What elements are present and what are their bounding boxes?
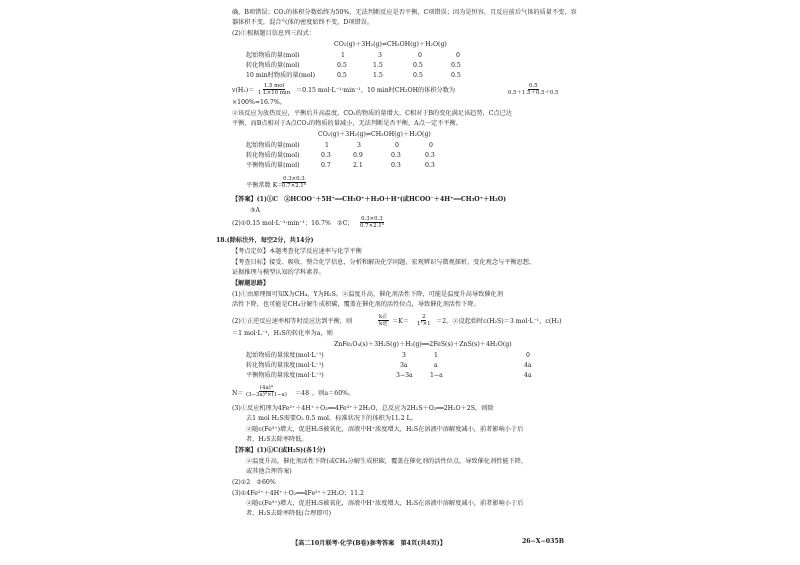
- cell: 3: [402, 352, 406, 359]
- text-line: 者，H₂S去除率降低。: [246, 436, 308, 443]
- numerator: (4a)⁴: [259, 385, 273, 391]
- cell: 0.9: [353, 152, 363, 159]
- numerator: 0.3×0.3: [361, 216, 383, 222]
- cell: 0: [429, 142, 433, 149]
- denominator: k逆: [379, 321, 388, 327]
- text-line: (2)①正逆反应速率相等时反应达到平衡，则: [232, 318, 353, 325]
- text-line: (2)①根据题目信息列三段式：: [232, 30, 316, 37]
- denominator: 1 L×10 min: [258, 90, 291, 96]
- row-label: 转化物质的量(mol): [246, 62, 300, 69]
- cell: 2.1: [353, 162, 363, 169]
- text-line: ，则a＝60%。: [312, 390, 355, 397]
- cell: 3−3a: [396, 372, 413, 379]
- row-label: 平衡物质的量(mol): [246, 162, 300, 169]
- answer-line: (2)①2 ②60%: [232, 479, 276, 486]
- text-line: 【考点定位】本题考查化学反应速率与化学平衡: [232, 248, 362, 255]
- cell: 0.3: [321, 152, 331, 159]
- row-label: 10 min时物质的量(mol): [246, 72, 316, 79]
- equation: CO₂(g)＋3H₂(g)⇌CH₃OH(g)＋H₂O(g): [334, 41, 447, 48]
- text-line: 活性下降，也可能是CH₄分解生成积碳，覆盖在催化剂的活性位点，导致催化剂活性下降。: [232, 301, 480, 308]
- cell: 0.5: [413, 72, 423, 79]
- text-line: 确，B项错误；CO₂的体积分数始终为50%，无法判断反应是否平衡，C项错误；因为是恒容，且反应前后气体的质量不变，容: [232, 9, 577, 16]
- cell: 1.5: [373, 62, 383, 69]
- denominator: 0.7×2.1³: [282, 183, 306, 189]
- cell: 4a: [524, 372, 532, 379]
- question-header: 18.(除标注外，每空2分，共14分): [216, 237, 314, 244]
- cell: 0: [456, 52, 460, 59]
- cell: 0.7: [321, 162, 331, 169]
- cell: 0.5: [451, 62, 461, 69]
- row-label: 转化物质的量(mol): [246, 152, 300, 159]
- text-line: ×100%≈16.7%。: [232, 99, 286, 106]
- answer-line: ②随c(Fe³⁺)增大，促进H₂S被氧化，溶液中H⁺浓度增大，H₂S在溶液中溶解度减小，前者影响小于后: [246, 500, 524, 507]
- text-line: (3)①反应机理为4Fe²⁺＋4H⁺＋O₂══4Fe³⁺＋2H₂O，总反应为2H₂S＋O₂══2H₂O＋2S，则除: [232, 405, 494, 412]
- cell: 0.3: [425, 152, 435, 159]
- fraction-volume: [508, 83, 558, 96]
- row-label: 起始物质的量(mol): [246, 142, 300, 149]
- text-line: (1)①由原理图可知X为CH₄，Y为H₂S。②温度升高，催化剂活性下降，可能是温度升高导致催化剂: [232, 291, 503, 298]
- cell: 1: [325, 142, 329, 149]
- section-label: 【解题思路】: [232, 280, 270, 287]
- answer-line: 【答案】(1)①C(或H₂S)(各1分): [232, 447, 326, 454]
- text-line: ＝1 mol·L⁻¹，H₂S的转化率为a，则: [232, 330, 333, 337]
- answer-line: ③A: [250, 207, 261, 214]
- text-line: 证据推理与模型认知的学科素养。: [232, 269, 325, 276]
- cell: 1−a: [430, 372, 443, 379]
- cell: 0: [418, 52, 422, 59]
- denominator: 0.7×2.1³: [360, 223, 384, 229]
- cell: 0.5: [451, 72, 461, 79]
- fraction-k-ratio: [378, 314, 389, 327]
- text-line: ＝2。②设起始时c(H₂S)＝3 mol·L⁻¹，c(H₂): [436, 318, 562, 325]
- fraction-k: [282, 176, 306, 189]
- text-line: 器体积不变，混合气体的密度始终不变，D项错误。: [232, 19, 374, 26]
- text-line: 平衡，而B点相对于A点CO₂的物质的量减小，无法判断是否平衡，A点一定不平衡。: [232, 120, 462, 127]
- cell: 3: [357, 142, 361, 149]
- answer-line: 或其他合理答案): [246, 468, 292, 475]
- cell: 1.5: [373, 72, 383, 79]
- text-line: ＝K＝: [392, 318, 409, 325]
- numerator: 0.3×0.3: [283, 176, 305, 182]
- numerator: 1.5 mol: [263, 83, 285, 89]
- denominator: 1³×1: [417, 321, 431, 327]
- fraction-rate: [258, 83, 290, 96]
- cell: 3a: [400, 362, 408, 369]
- row-label: 平衡物质的量浓度(mol·L⁻¹): [246, 372, 324, 379]
- cell: 0.5: [337, 72, 347, 79]
- fraction-n: [246, 385, 287, 398]
- cell: 0: [395, 142, 399, 149]
- answer-line: 【答案】(1)①C ②HCOO⁻＋5H⁺══CH₃O⁺＋H₂O＋H⁺(或HCOO⁻＋4H⁺══CH₃O⁺＋H₂O): [232, 196, 507, 203]
- numerator: 2: [422, 314, 426, 320]
- answer-line: (2)①0.15 mol·L⁻¹·min⁻¹；16.7% ②C；: [232, 220, 354, 227]
- cell: 0.5: [413, 62, 423, 69]
- numerator: 0.5: [528, 83, 538, 89]
- text-line: 去1 mol H₂S需要O₂ 0.5 mol，标准状况下的体积为11.2 L。: [246, 415, 417, 422]
- cell: 0: [526, 352, 530, 359]
- text-line: ②该反应为放热反应，平衡后升高温度，CO₂的物质的量增大，C相对于B的变化满足该趋势，C点已达: [232, 110, 512, 117]
- cell: 0.5: [337, 62, 347, 69]
- text-line: ②随c(Fe³⁺)增大，促进H₂S被氧化，溶液中H⁺浓度增大，H₂S在溶液中溶解度减小，前者影响小于后: [246, 426, 524, 433]
- page-footer-title: 【高二10月联考·化学(B卷)参考答案 第4页(共4页)】: [292, 540, 446, 547]
- cell: 0.3: [425, 162, 435, 169]
- cell: 1: [341, 52, 345, 59]
- numerator: k正: [379, 314, 388, 320]
- fraction-k-value: [417, 314, 431, 327]
- denominator: 0.5＋1.5＋0.5＋0.5: [508, 90, 559, 96]
- cell: 3: [378, 52, 382, 59]
- text-line: 【考查目标】接受、吸收、整合化学信息，分析和解决化学问题，宏观辨识与微观探析，变化观念与平衡思想，: [232, 259, 536, 266]
- cell: 4a: [524, 362, 532, 369]
- text-line: ＝48: [295, 390, 310, 397]
- k-label: 平衡常数 K＝: [246, 182, 284, 189]
- fraction-answer: [360, 216, 384, 229]
- equation: ZnFe₂O₄(s)＋3H₂S(g)＋H₂(g)══2FeS(s)＋ZnS(s)＋4H₂O(g): [334, 341, 512, 348]
- page-footer-code: 26−X−035B: [522, 538, 564, 545]
- rate-label: v(H₂)＝: [232, 87, 255, 94]
- rate-text: ＝0.15 mol·L⁻¹·min⁻¹，10 min时CH₃OH的体积分数为: [296, 87, 456, 94]
- cell: 0.3: [391, 152, 401, 159]
- n-label: N＝: [232, 390, 244, 397]
- denominator: (3−3a)³×(1−a): [246, 392, 287, 398]
- equation: CO₂(g)＋3H₂(g)⇌CH₃OH(g)＋H₂O(g): [318, 131, 431, 138]
- cell: a: [434, 362, 438, 369]
- cell: 0.3: [391, 162, 401, 169]
- cell: 1: [434, 352, 438, 359]
- answer-line: ②温度升高，催化剂活性下降(或CH₄分解生成积碳，覆盖在催化剂的活性位点，导致催化剂性能下降，: [246, 458, 528, 465]
- row-label: 转化物质的量浓度(mol·L⁻¹): [246, 362, 324, 369]
- row-label: 起始物质的量(mol): [246, 52, 300, 59]
- answer-line: 者，H₂S去除率降低(合理即可): [246, 510, 332, 517]
- row-label: 起始物质的量浓度(mol·L⁻¹): [246, 352, 324, 359]
- answer-line: (3)①4Fe²⁺＋4H⁺＋O₂══4Fe³⁺＋2H₂O；11.2: [232, 490, 364, 497]
